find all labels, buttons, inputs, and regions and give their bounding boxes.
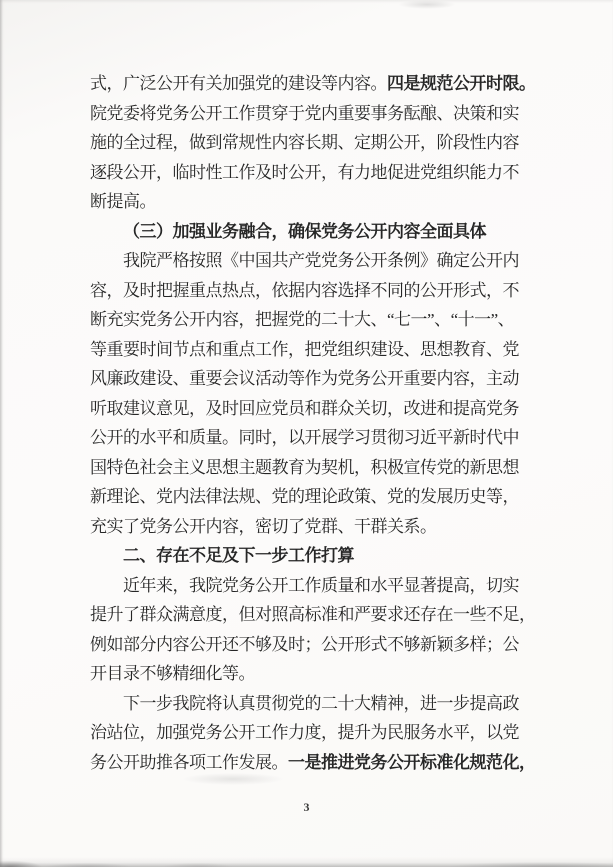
text-segment: 我院严格按照《中国共产党党务公开条例》确定公开内 bbox=[123, 251, 519, 270]
text-segment: 听取建议意见，及时回应党员和群众关切，改进和提高党务 bbox=[90, 398, 519, 418]
text-segment: 公开的水平和质量。同时，以开展学习贯彻习近平新时代中 bbox=[90, 428, 519, 447]
heading-line bbox=[90, 217, 560, 247]
text-line bbox=[90, 453, 560, 483]
text-segment: （三）加强业务融合，确保党务公开内容全面具体 bbox=[123, 221, 486, 241]
text-segment: 充实了党务公开内容，密切了党群、干群关系。 bbox=[90, 516, 437, 536]
text-segment: 近年来，我院党务公开工作质量和水平显著提高，切实 bbox=[123, 575, 519, 595]
text-segment: 施的全过程，做到常规性内容长期、定期公开，阶段性内容 bbox=[90, 133, 519, 152]
text-segment: 容，及时把握重点热点，依据内容选择不同的公开形式，不 bbox=[90, 280, 519, 300]
text-line bbox=[90, 571, 560, 601]
heading-line bbox=[90, 541, 560, 571]
text-line bbox=[90, 99, 560, 129]
text-segment: 国特色社会主义思想主题教育为契机，积极宣传党的新思想 bbox=[90, 457, 519, 477]
text-line bbox=[90, 305, 560, 335]
text-segment: 断提高。 bbox=[90, 192, 156, 211]
text-line bbox=[90, 364, 560, 394]
text-line bbox=[90, 659, 560, 689]
text-segment: 一是推进党务公开标准化规范化， bbox=[288, 752, 536, 772]
text-line bbox=[90, 69, 560, 99]
text-line bbox=[90, 128, 560, 158]
text-segment: 下一步我院将认真贯彻党的二十大精神，进一步提高政 bbox=[123, 693, 519, 713]
text-segment: 新理论、党内法律法规、党的理论政策、党的发展历史等， bbox=[90, 487, 519, 506]
text-line bbox=[90, 482, 560, 512]
text-line bbox=[90, 512, 560, 542]
text-segment: 式，广泛公开有关加强党的建设等内容。 bbox=[90, 74, 387, 93]
text-line bbox=[90, 718, 560, 748]
text-segment: 二、存在不足及下一步工作打算 bbox=[123, 546, 354, 565]
text-line bbox=[90, 689, 560, 719]
text-line bbox=[90, 276, 560, 306]
text-segment: 例如部分内容公开还不够及时；公开形式不够新颖多样；公 bbox=[90, 634, 519, 654]
page-number: 3 bbox=[303, 800, 310, 814]
text-segment: 等重要时间节点和重点工作，把党组织建设、思想教育、党 bbox=[90, 339, 519, 359]
text-line bbox=[90, 246, 560, 276]
text-line bbox=[90, 600, 560, 630]
text-segment: 治站位，加强党务公开工作力度，提升为民服务水平，以党 bbox=[90, 723, 519, 742]
text-segment: 院党委将党务公开工作贯穿于党内重要事务酝酿、决策和实 bbox=[90, 103, 519, 123]
text-segment: 风廉政建设、重要会议活动等作为党务公开重要内容，主动 bbox=[90, 369, 519, 388]
text-segment: 四是规范公开时限。 bbox=[387, 74, 536, 93]
text-segment: 断充实党务公开内容，把握党的二十大、“七一”、“十一”、 bbox=[90, 310, 515, 329]
document-body bbox=[90, 69, 560, 777]
text-line bbox=[90, 748, 560, 778]
text-line bbox=[90, 630, 560, 660]
text-segment: 提升了群众满意度，但对照高标准和严要求还存在一些不足， bbox=[90, 605, 536, 624]
text-line bbox=[90, 335, 560, 365]
text-segment: 逐段公开，临时性工作及时公开，有力地促进党组织能力不 bbox=[90, 162, 519, 182]
text-line bbox=[90, 394, 560, 424]
text-line bbox=[90, 423, 560, 453]
scan-smudge-top-right bbox=[398, 0, 456, 9]
text-line bbox=[90, 187, 560, 217]
text-segment: 开目录不够精细化等。 bbox=[90, 664, 255, 683]
text-line bbox=[90, 158, 560, 188]
scan-edge-left-shadow bbox=[0, 0, 3, 867]
scan-edge-bottom-shadow bbox=[0, 857, 613, 867]
text-segment: 务公开助推各项工作发展。 bbox=[90, 752, 288, 772]
